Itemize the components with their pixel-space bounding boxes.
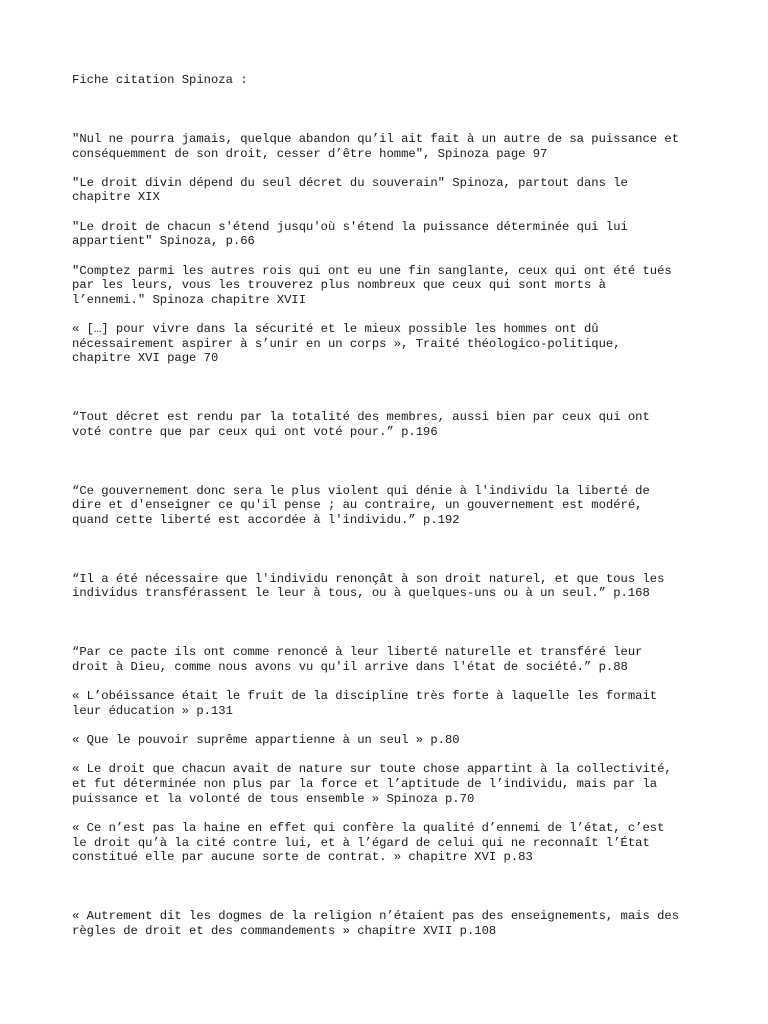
quote-line: « […] pour vivre dans la sécurité et le mieux possible les hommes ont dû (72, 322, 599, 336)
quote-line: constitué elle par aucune sorte de contrat. » chapitre XVI p.83 (72, 850, 533, 864)
quote-line: « Autrement dit les dogmes de la religion n’étaient pas des enseignements, mais des (72, 909, 680, 923)
quote-line: voté contre que par ceux qui ont voté pour.” p.196 (72, 425, 438, 439)
quote-line: "Le droit divin dépend du seul décret du souverain" Spinoza, partout dans le (72, 176, 628, 190)
quote-line: chapitre XVI page 70 (72, 351, 219, 365)
quote-line: droit à Dieu, comme nous avons vu qu'il arrive dans l'état de société.” p.88 (72, 660, 628, 674)
quote-line: conséquemment de son droit, cesser d’être homme", Spinoza page 97 (72, 147, 548, 161)
quote-line: « Le droit que chacun avait de nature sur toute chose appartint à la collectivité, (72, 762, 672, 776)
quote-line: appartient" Spinoza, p.66 (72, 234, 255, 248)
quote-line: et fut déterminée non plus par la force et l’aptitude de l’individu, mais par la (72, 777, 658, 791)
quote-line: l’ennemi." Spinoza chapitre XVII (72, 293, 307, 307)
quote-line: “Tout décret est rendu par la totalité des membres, aussi bien par ceux qui ont (72, 410, 650, 424)
quote-line: dire et d'enseigner ce qu'il pense ; au contraire, un gouvernement est modéré, (72, 498, 643, 512)
quote-line: chapitre XIX (72, 190, 160, 204)
quote-line: nécessairement aspirer à s’unir en un corps », Traité théologico-politique, (72, 337, 621, 351)
quote-line: individus transférassent le leur à tous, ou à quelques-uns ou à un seul.” p.168 (72, 586, 650, 600)
quote-line: « L’obéissance était le fruit de la discipline très forte à laquelle les formait (72, 689, 658, 703)
quote-line: quand cette liberté est accordée à l'individu.” p.192 (72, 513, 460, 527)
quote-line: "Comptez parmi les autres rois qui ont eu une fin sanglante, ceux qui ont été tués (72, 264, 672, 278)
quote-line: puissance et la volonté de tous ensemble » Spinoza p.70 (72, 792, 475, 806)
quote-line: par les leurs, vous les trouverez plus nombreux que ceux qui sont morts à (72, 278, 606, 292)
quote-line: “Ce gouvernement donc sera le plus violent qui dénie à l'individu la liberté de (72, 484, 650, 498)
quote-line: “Par ce pacte ils ont comme renoncé à leur liberté naturelle et transféré leur (72, 645, 643, 659)
document-heading: Fiche citation Spinoza : (72, 73, 248, 87)
quote-line: leur éducation » p.131 (72, 704, 233, 718)
quote-line: "Nul ne pourra jamais, quelque abandon qu’il ait fait à un autre de sa puissance et (72, 132, 680, 146)
quote-line: règles de droit et des commandements » chapitre XVII p.108 (72, 924, 497, 938)
quote-line: « Ce n’est pas la haine en effet qui confère la qualité d’ennemi de l’état, c’est (72, 821, 665, 835)
quote-line: "Le droit de chacun s'étend jusqu'où s'étend la puissance déterminée qui lui (72, 220, 628, 234)
quote-line: “Il a été nécessaire que l'individu renonçât à son droit naturel, et que tous les (72, 572, 665, 586)
quote-line: le droit qu’à la cité contre lui, et à l’égard de celui qui ne reconnaît l’État (72, 836, 650, 850)
quote-line: « Que le pouvoir suprême appartienne à un seul » p.80 (72, 733, 460, 747)
